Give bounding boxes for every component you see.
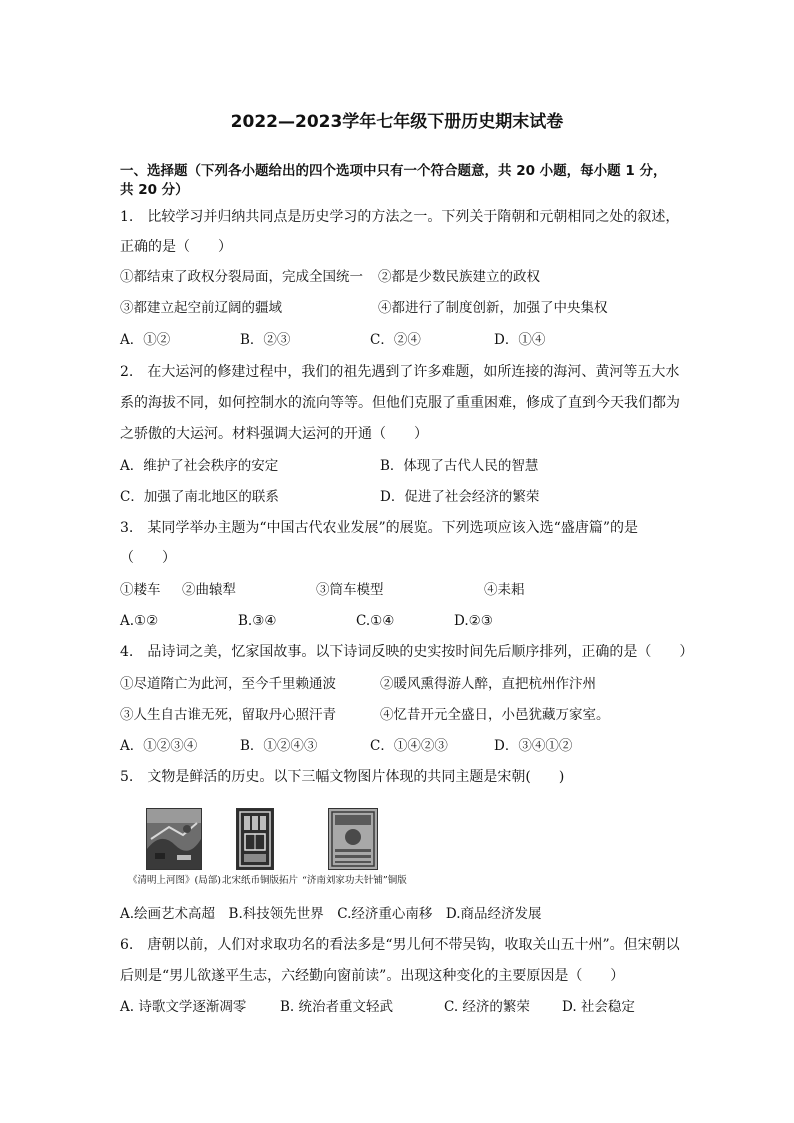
q6-option-a: A. 诗歌文学逐渐凋零 (120, 999, 247, 1015)
caption-qingming: 《清明上河图》(局部) (128, 875, 221, 886)
q1-item-1: ①都结束了政权分裂局面，完成全国统一 (120, 269, 363, 285)
q6-option-c: C. 经济的繁荣 (444, 999, 530, 1015)
q2-option-b: B．体现了古代人民的智慧 (380, 458, 539, 474)
q1-option-a: A．①② (120, 332, 171, 348)
q2-option-c: C．加强了南北地区的联系 (120, 489, 279, 505)
caption-needle-shop: “济南刘家功夫针铺”铜版 (302, 875, 407, 886)
section-heading-line2: 共 20 分） (120, 182, 189, 198)
q3-item-3: ③筒车模型 (316, 582, 384, 598)
q4-item-2: ②暖风熏得游人醉，直把杭州作汴州 (380, 676, 596, 692)
q3-option-a: A.①② (120, 613, 159, 629)
q6-stem-line2: 后则是“男儿欲遂平生志，六经勤向窗前读”。出现这种变化的主要原因是（ ） (120, 968, 625, 984)
q2-stem-line1: 2. 在大运河的修建过程中，我们的祖先遇到了许多难题，如所连接的海河、黄河等五大水 (120, 364, 680, 380)
q3-stem-line2: （ ） (120, 550, 176, 566)
q1-option-d: D．①④ (494, 332, 546, 348)
q4-item-1: ①尽道隋亡为此河，至今千里赖通波 (120, 676, 336, 692)
q3-item-4: ④耒耜 (484, 582, 525, 598)
q6-option-b: B. 统治者重文轻武 (280, 999, 394, 1015)
q4-stem-line1: 4. 品诗词之美，忆家国故事。以下诗词反映的史实按时间先后顺序排列，正确的是（ ） (120, 644, 694, 660)
q3-item-1: ①耧车 (120, 582, 161, 598)
q1-stem-line2: 正确的是（ ） (120, 239, 232, 255)
caption-banknote: 北宋纸币铜版拓片 (222, 875, 299, 886)
q6-option-d: D. 社会稳定 (562, 999, 635, 1015)
q3-option-d: D.②③ (454, 613, 493, 629)
q4-option-b: B．①②④③ (240, 738, 318, 754)
q4-item-3: ③人生自古谁无死，留取丹心照汗青 (120, 707, 336, 723)
q4-option-a: A．①②③④ (120, 738, 198, 754)
q2-option-d: D．促进了社会经济的繁荣 (380, 489, 540, 505)
q3-item-2: ②曲辕犁 (182, 582, 236, 598)
section-heading-line1: 一、选择题（下列各小题给出的四个选项中只有一个符合题意，共 20 小题，每小题 1 分， (120, 163, 667, 179)
q2-option-a: A．维护了社会秩序的安定 (120, 458, 279, 474)
q4-option-c: C．①④②③ (370, 738, 448, 754)
q5-options: A.绘画艺术高超 B.科技领先世界 C.经济重心南移 D.商品经济发展 (120, 906, 542, 922)
q1-item-4: ④都进行了制度创新，加强了中央集权 (378, 300, 608, 316)
needle-shop-plate-image (328, 808, 378, 870)
q4-option-d: D．③④①② (494, 738, 573, 754)
q4-item-4: ④忆昔开元全盛日，小邑犹藏万家室。 (380, 707, 610, 723)
q3-option-c: C.①④ (356, 613, 395, 629)
qingming-painting-image (146, 808, 202, 870)
q1-option-c: C．②④ (370, 332, 421, 348)
q6-stem-line1: 6. 唐朝以前，人们对求取功名的看法多是“男儿何不带吴钩，收取关山五十州”。但宋朝以 (120, 937, 680, 953)
song-banknote-rubbing-image (236, 808, 274, 870)
q1-item-2: ②都是少数民族建立的政权 (378, 269, 540, 285)
q3-stem-line1: 3. 某同学举办主题为“中国古代农业发展”的展览。下列选项应该入选“盛唐篇”的是 (120, 520, 638, 536)
q3-option-b: B.③④ (238, 613, 277, 629)
q1-stem-line1: 1. 比较学习并归纳共同点是历史学习的方法之一。下列关于隋朝和元朝相同之处的叙述， (120, 209, 680, 225)
q2-stem-line2: 系的海拔不同，如何控制水的流向等等。但他们克服了重重困难，修成了直到今天我们都为 (120, 395, 680, 411)
q5-stem-line1: 5. 文物是鲜活的历史。以下三幅文物图片体现的共同主题是宋朝( ) (120, 769, 565, 785)
q2-stem-line3: 之骄傲的大运河。材料强调大运河的开通（ ） (120, 426, 428, 442)
page-title: 2022—2023学年七年级下册历史期末试卷 (230, 112, 564, 132)
q1-option-b: B．②③ (240, 332, 291, 348)
q1-item-3: ③都建立起空前辽阔的疆域 (120, 300, 282, 316)
